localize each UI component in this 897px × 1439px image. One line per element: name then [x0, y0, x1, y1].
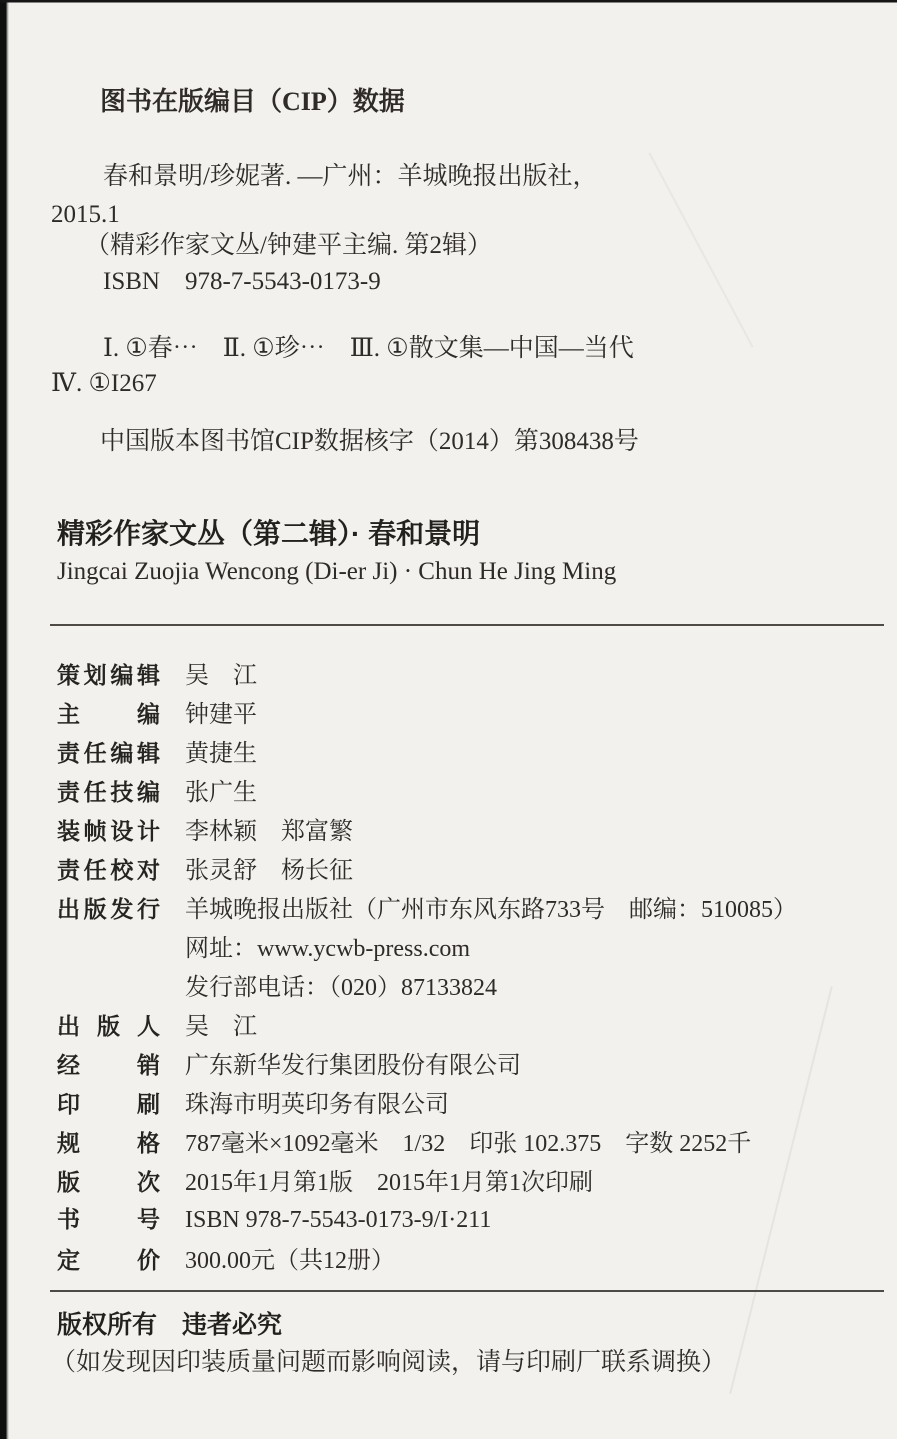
cip-isbn: ISBN 978-7-5543-0173-9	[103, 268, 381, 295]
imprint-label: 版次	[57, 1169, 160, 1195]
imprint-value: 300.00元（共12册）	[185, 1248, 395, 1274]
imprint-row-website	[57, 928, 857, 967]
cip-series-note: （精彩作家文丛/钟建平主编. 第2辑）	[85, 232, 492, 259]
imprint-row-book-number	[57, 1201, 857, 1240]
scan-crease	[648, 152, 753, 347]
cip-entry-line2: 2015.1	[51, 201, 120, 228]
imprint-label: 责任编辑	[57, 740, 160, 766]
imprint-row-format	[57, 1123, 857, 1162]
imprint-row-distribution-phone	[57, 967, 857, 1006]
imprint-label: 书号	[57, 1206, 160, 1232]
imprint-label: 责任校对	[57, 857, 160, 883]
imprint-value: ISBN 978-7-5543-0173-9/I·211	[185, 1207, 492, 1233]
imprint-value: 吴 江	[185, 663, 257, 689]
imprint-value: 张广生	[185, 780, 257, 806]
imprint-row-distributor	[57, 1045, 857, 1084]
imprint-label: 经销	[57, 1052, 160, 1078]
imprint-label: 责任技编	[57, 779, 160, 805]
divider-rule-bottom	[50, 1290, 884, 1292]
imprint-value: 张灵舒 杨长征	[185, 858, 353, 884]
series-title-pinyin: Jingcai Zuojia Wencong (Di-er Ji) · Chun He Jing Ming	[57, 558, 617, 585]
imprint-row-publisher-person	[57, 1006, 857, 1045]
cip-registration: 中国版本图书馆CIP数据核字（2014）第308438号	[100, 428, 639, 455]
scan-edge-top	[0, 0, 897, 3]
imprint-list	[57, 655, 857, 1279]
imprint-label: 策划编辑	[57, 662, 160, 688]
scan-edge-left	[0, 0, 9, 1439]
imprint-row-responsible-editor	[57, 733, 857, 772]
imprint-label: 印刷	[57, 1091, 160, 1117]
imprint-value: 广东新华发行集团股份有限公司	[185, 1053, 521, 1079]
imprint-value: 李林颖 郑富繁	[185, 819, 353, 845]
imprint-label: 定价	[57, 1247, 160, 1273]
imprint-value: 吴 江	[185, 1014, 257, 1040]
imprint-value: 钟建平	[185, 702, 257, 728]
cip-classification-line1: Ⅰ. ①春⋯ Ⅱ. ①珍⋯ Ⅲ. ①散文集—中国—当代	[103, 335, 634, 362]
imprint-value: 发行部电话：（020）87133824	[185, 975, 497, 1001]
imprint-row-printer	[57, 1084, 857, 1123]
imprint-label: 主编	[57, 701, 160, 727]
imprint-row-price	[57, 1240, 857, 1279]
imprint-label: 出版发行	[57, 896, 160, 922]
copyright-notice: 版权所有 违者必究	[57, 1311, 283, 1339]
imprint-row-planning-editor	[57, 655, 857, 694]
divider-rule-top	[50, 624, 884, 626]
cip-entry-line1: 春和景明/珍妮著. —广州：羊城晚报出版社，	[103, 163, 598, 190]
imprint-row-edition	[57, 1162, 857, 1201]
imprint-value: 2015年1月第1版 2015年1月第1次印刷	[185, 1170, 593, 1196]
imprint-value: 787毫米×1092毫米 1/32 印张 102.375 字数 2252千	[185, 1131, 752, 1157]
cip-header: 图书在版编目（CIP）数据	[100, 87, 405, 116]
imprint-label: 装帧设计	[57, 818, 160, 844]
imprint-row-proofreading	[57, 850, 857, 889]
imprint-value: 网址：www.ycwb-press.com	[185, 936, 471, 962]
imprint-value: 羊城晚报出版社（广州市东风东路733号 邮编：510085）	[185, 897, 797, 923]
imprint-row-chief-editor	[57, 694, 857, 733]
imprint-row-publisher	[57, 889, 857, 928]
imprint-row-design	[57, 811, 857, 850]
imprint-label: 规格	[57, 1130, 160, 1156]
imprint-value: 黄捷生	[185, 741, 257, 767]
imprint-row-technical-editor	[57, 772, 857, 811]
cip-classification-line2: Ⅳ. ①I267	[51, 370, 157, 397]
imprint-label: 出版人	[57, 1013, 160, 1039]
series-title: 精彩作家文丛（第二辑）· 春和景明	[57, 518, 481, 549]
quality-exchange-note: （如发现因印装质量问题而影响阅读，请与印刷厂联系调换）	[51, 1349, 727, 1376]
imprint-value: 珠海市明英印务有限公司	[185, 1092, 449, 1118]
